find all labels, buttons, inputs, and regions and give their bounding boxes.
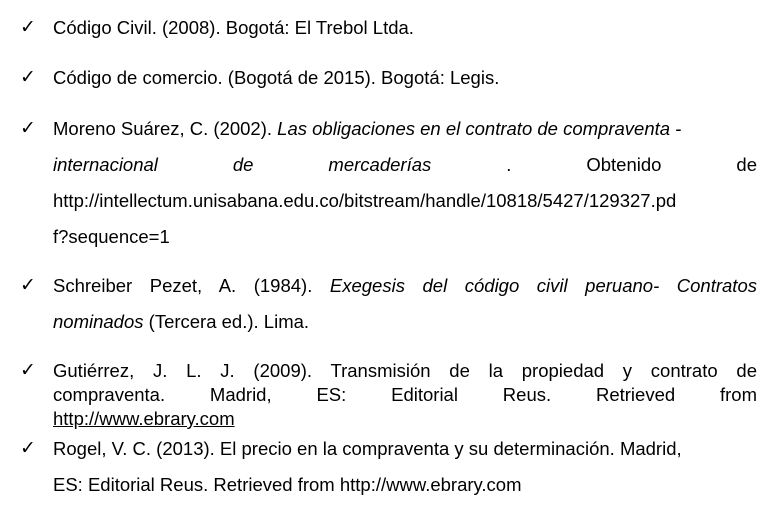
checkmark-icon: ✓ — [20, 274, 36, 296]
reference-source: . Obtenido de — [431, 154, 757, 175]
reference-text — [53, 60, 757, 96]
reference-line: Gutiérrez, J. L. J. (2009). Transmisión de la propiedad y contrato de — [53, 360, 757, 381]
reference-line: Código Civil. (2008). Bogotá: El Trebol Ltda. — [53, 17, 414, 38]
reference-line — [53, 147, 757, 183]
reference-title: Exegesis del código civil peruano- Contratos — [329, 275, 757, 296]
checkmark-icon: ✓ — [20, 66, 36, 88]
reference-line — [53, 304, 757, 340]
reference-title: internacional de mercaderías — [53, 154, 432, 175]
checkmark-icon: ✓ — [20, 117, 36, 139]
reference-text — [53, 111, 757, 255]
reference-url: http://intellectum.unisabana.edu.co/bitstream/handle/10818/5427/129327.pd — [53, 190, 677, 211]
checkmark-icon: ✓ — [20, 437, 36, 459]
reference-text — [53, 359, 757, 431]
reference-line: Rogel, V. C. (2013). El precio en la compraventa y su determinación. Madrid, — [53, 438, 682, 459]
reference-text — [53, 268, 757, 340]
reference-line: ES: Editorial Reus. Retrieved from http://www.ebrary.com — [53, 474, 522, 495]
reference-line: compraventa. Madrid, ES: Editorial Reus. Retrieved from — [53, 384, 757, 405]
reference-title: Las obligaciones en el contrato de compraventa - — [277, 118, 682, 139]
reference-url: f?sequence=1 — [53, 226, 170, 247]
reference-author: Schreiber Pezet, A. (1984). — [53, 275, 330, 296]
checkmark-icon: ✓ — [20, 359, 36, 381]
reference-line — [53, 268, 757, 304]
checkmark-icon: ✓ — [20, 16, 36, 38]
reference-line: Código de comercio. (Bogotá de 2015). Bogotá: Legis. — [53, 67, 500, 88]
reference-author: Moreno Suárez, C. (2002). — [53, 118, 278, 139]
reference-text — [53, 431, 757, 503]
reference-source: (Tercera ed.). Lima. — [143, 311, 310, 332]
reference-text — [53, 10, 757, 46]
reference-line — [53, 111, 757, 147]
reference-title: nominados — [53, 311, 144, 332]
reference-url[interactable]: http://www.ebrary.com — [53, 408, 235, 429]
